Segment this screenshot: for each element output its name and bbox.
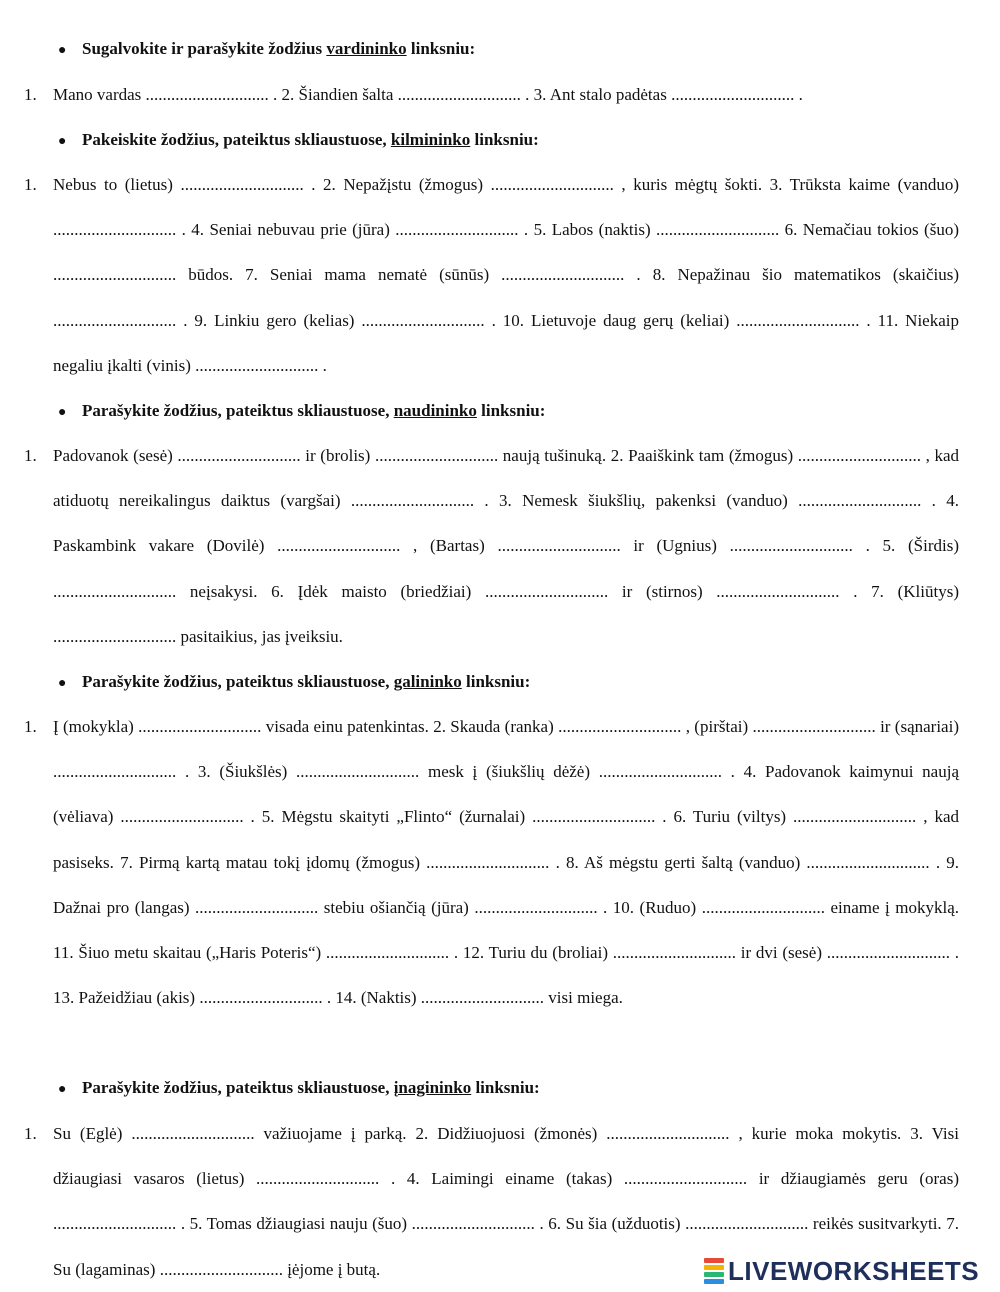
bullet-icon: ●	[58, 405, 67, 420]
bullet-icon: ●	[58, 1082, 67, 1097]
bullet-icon: ●	[58, 134, 67, 149]
section-heading-galininko: ● Parašykite žodžius, pateiktus skliaustuose, galininko linksniu:	[58, 671, 530, 695]
case-name: naudininko	[393, 401, 477, 420]
case-name: galininko	[393, 672, 462, 691]
case-name: kilmininko	[390, 130, 471, 149]
section-heading-inagininko: ● Parašykite žodžius, pateiktus skliaustuose, įnagininko linksniu:	[58, 1077, 540, 1101]
exercise-text: Nebus to (lietus) ............................. . 2. Nepažįstu (žmogus) ............................. , kuris mėgtų šokti. 3. Trūksta kaime (vanduo) ............................. . 4. Seniai nebuvau prie (jūra) ............................. . 5. Labos (naktis) ............................. 6. Nemačiau tokios (šuo) ............................. būdos. 7. Seniai mama nematė (sūnūs) ............................. . 8. Nepažinau šio matematikos (skaičius) ............................. . 9. Linkiu gero (kelias) ............................. . 10. Lietuvoje daug gerų (keliai) ............................. . 11. Niekaip negaliu įkalti (vinis) ............................. .	[53, 175, 959, 375]
section-heading-vardininko: ● Sugalvokite ir parašykite žodžius vardininko linksniu:	[58, 38, 475, 62]
liveworksheets-watermark	[704, 1254, 979, 1288]
section-heading-kilmininko: ● Pakeiskite žodžius, pateiktus skliaustuose, kilmininko linksniu:	[58, 129, 539, 153]
bullet-icon: ●	[58, 676, 67, 691]
section-heading-naudininko: ● Parašykite žodžius, pateiktus skliaustuose, naudininko linksniu:	[58, 400, 545, 424]
exercise-number: 1.	[24, 446, 37, 465]
exercise-text: Padovanok (sesė) ............................. ir (brolis) ............................. naują tušinuką. 2. Paaiškink tam (žmogus) ............................. , kad atiduotų nereikalingus daiktus (vargšai) ............................. . 3. Nemesk šiukšlių, pakenksi (vanduo) ............................. . 4. Paskambink vakare (Dovilė) ............................. , (Bartas) ............................. ir (Ugnius) ............................. . 5. (Širdis) ............................. neįsakysi. 6. Įdėk maisto (briedžiai) ............................. ir (stirnos) ............................. . 7. (Kliūtys) ............................. pasitaikius, jas įveiksiu.	[53, 446, 959, 646]
watermark-text: LIVEWORKSHEETS	[728, 1255, 980, 1286]
bullet-icon: ●	[58, 43, 67, 58]
exercise-number: 1.	[24, 175, 37, 194]
exercise-text: Į (mokykla) ............................. visada einu patenkintas. 2. Skauda (ranka) ............................. , (pirštai) ............................. ir (sąnariai) ............................. . 3. (Šiukšlės) ............................. mesk į (šiukšlių dėžė) ............................. . 4. Padovanok kaimynui naują (vėliava) ............................. . 5. Mėgstu skaityti „Flinto“ (žurnalai) ............................. . 6. Turiu (viltys) ............................. , kad pasiseks. 7. Pirmą kartą matau tokį įdomų (žmogus) ............................. . 8. Aš mėgstu gerti šaltą (vanduo) ............................. . 9. Dažnai pro (langas) ............................. stebiu ošiančią (jūra) ............................. . 10. (Ruduo) ............................. einame į mokyklą. 11. Šiuo metu skaitau („Haris Poteris“) ............................. . 12. Turiu du (broliai) ............................. ir dvi (sesė) ............................. . 13. Pažeidžiau (akis) ............................. . 14. (Naktis) ............................. visi miega.	[53, 717, 959, 1008]
exercise-number: 1.	[24, 85, 37, 104]
exercise-number: 1.	[24, 1124, 37, 1143]
case-name: vardininko	[326, 39, 407, 58]
exercise-number: 1.	[24, 717, 37, 736]
case-name: įnagininko	[393, 1078, 472, 1097]
exercise-text: Mano vardas ............................. . 2. Šiandien šalta ............................. . 3. Ant stalo padėtas ............................. .	[53, 85, 803, 104]
exercise-text: Su (Eglė) ............................. važiuojame į parką. 2. Didžiuojuosi (žmonės) ............................. , kurie moka mokytis. 3. Visi džiaugiasi vasaros (lietus) ............................. . 4. Laimingi einame (takas) ............................. ir džiaugiamės geru (oras) ............................. . 5. Tomas džiaugiasi nauju (šuo) ............................. . 6. Su šia (užduotis) ............................. reikės susitvarkyti. 7. Su (lagaminas) ............................. įėjome į butą.	[53, 1124, 959, 1279]
liveworksheets-logo-icon	[704, 1258, 724, 1284]
